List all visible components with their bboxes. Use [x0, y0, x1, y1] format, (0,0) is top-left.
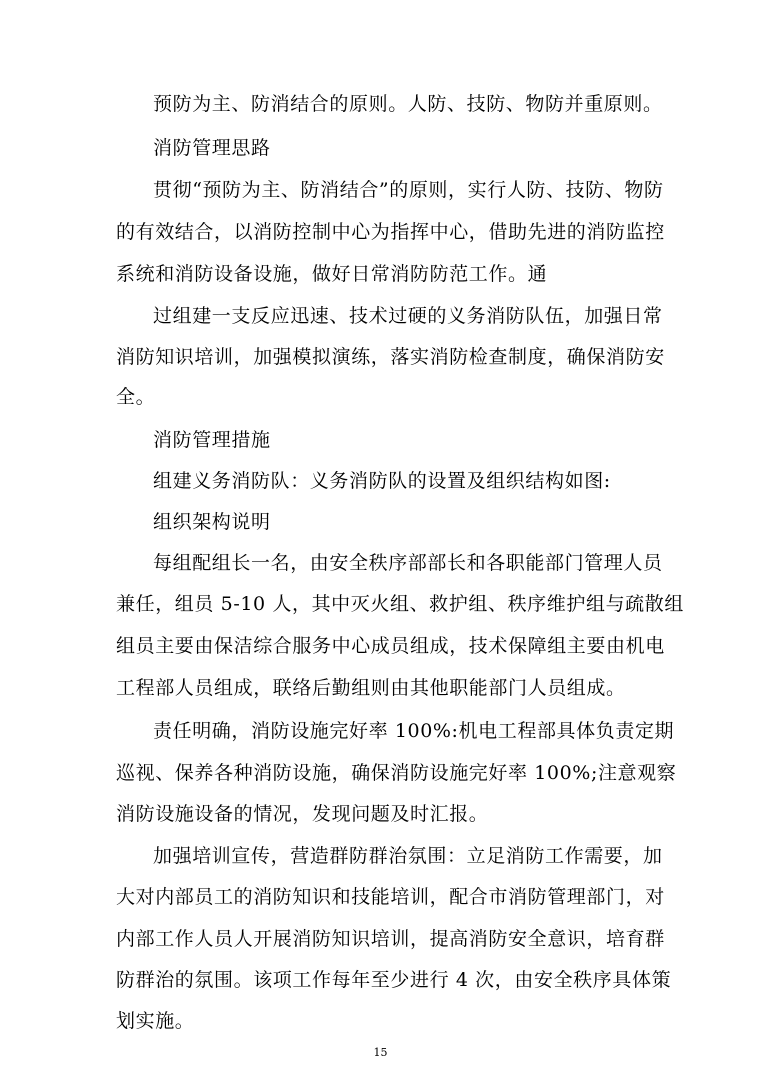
- section-heading: 组织架构说明: [153, 511, 271, 533]
- text-line: 全。: [116, 386, 156, 408]
- text-line: 工程部人员组成，联络后勤组则由其他职能部门人员组成。: [116, 677, 626, 699]
- text-line: 消防设施设备的情况，发现问题及时汇报。: [116, 803, 489, 825]
- text-line: 巡视、保养各种消防设施，确保消防设施完好率 100%;注意观察: [116, 762, 677, 784]
- text-line: 消防知识培训，加强模拟演练，落实消防检查制度，确保消防安: [116, 346, 665, 368]
- text-line: 预防为主、防消结合的原则。人防、技防、物防并重原则。: [153, 93, 663, 115]
- text-line: 每组配组长一名，由安全秩序部部长和各职能部门管理人员: [153, 552, 663, 574]
- page-number: 15: [373, 1046, 388, 1059]
- text-line: 贯彻“预防为主、防消结合”的原则，实行人防、技防、物防: [153, 179, 664, 201]
- text-line: 兼任，组员 5-10 人，其中灭火组、救护组、秩序维护组与疏散组: [116, 593, 684, 615]
- text-line: 防群治的氛围。该项工作每年至少进行 4 次，由安全秩序具体策: [116, 969, 672, 991]
- text-line: 大对内部员工的消防知识和技能培训，配合市消防管理部门，对: [116, 886, 665, 908]
- text-line: 系统和消防设备设施，做好日常消防防范工作。通: [116, 263, 548, 285]
- text-line: 过组建一支反应迅速、技术过硬的义务消防队伍，加强日常: [153, 305, 663, 327]
- text-line: 加强培训宣传，营造群防群治氛围：立足消防工作需要，加: [153, 845, 663, 867]
- section-heading: 消防管理思路: [153, 137, 271, 159]
- text-line: 组员主要由保洁综合服务中心成员组成，技术保障组主要由机电: [116, 635, 665, 657]
- text-line: 组建义务消防队：义务消防队的设置及组织结构如图:: [153, 470, 611, 492]
- text-line: 内部工作人员人开展消防知识培训，提高消防安全意识，培育群: [116, 928, 665, 950]
- text-line: 划实施。: [116, 1010, 195, 1032]
- section-heading: 消防管理措施: [153, 429, 271, 451]
- text-line: 的有效结合，以消防控制中心为指挥中心，借助先进的消防监控: [116, 221, 665, 243]
- text-line: 责任明确，消防设施完好率 100%:机电工程部具体负责定期: [153, 720, 675, 742]
